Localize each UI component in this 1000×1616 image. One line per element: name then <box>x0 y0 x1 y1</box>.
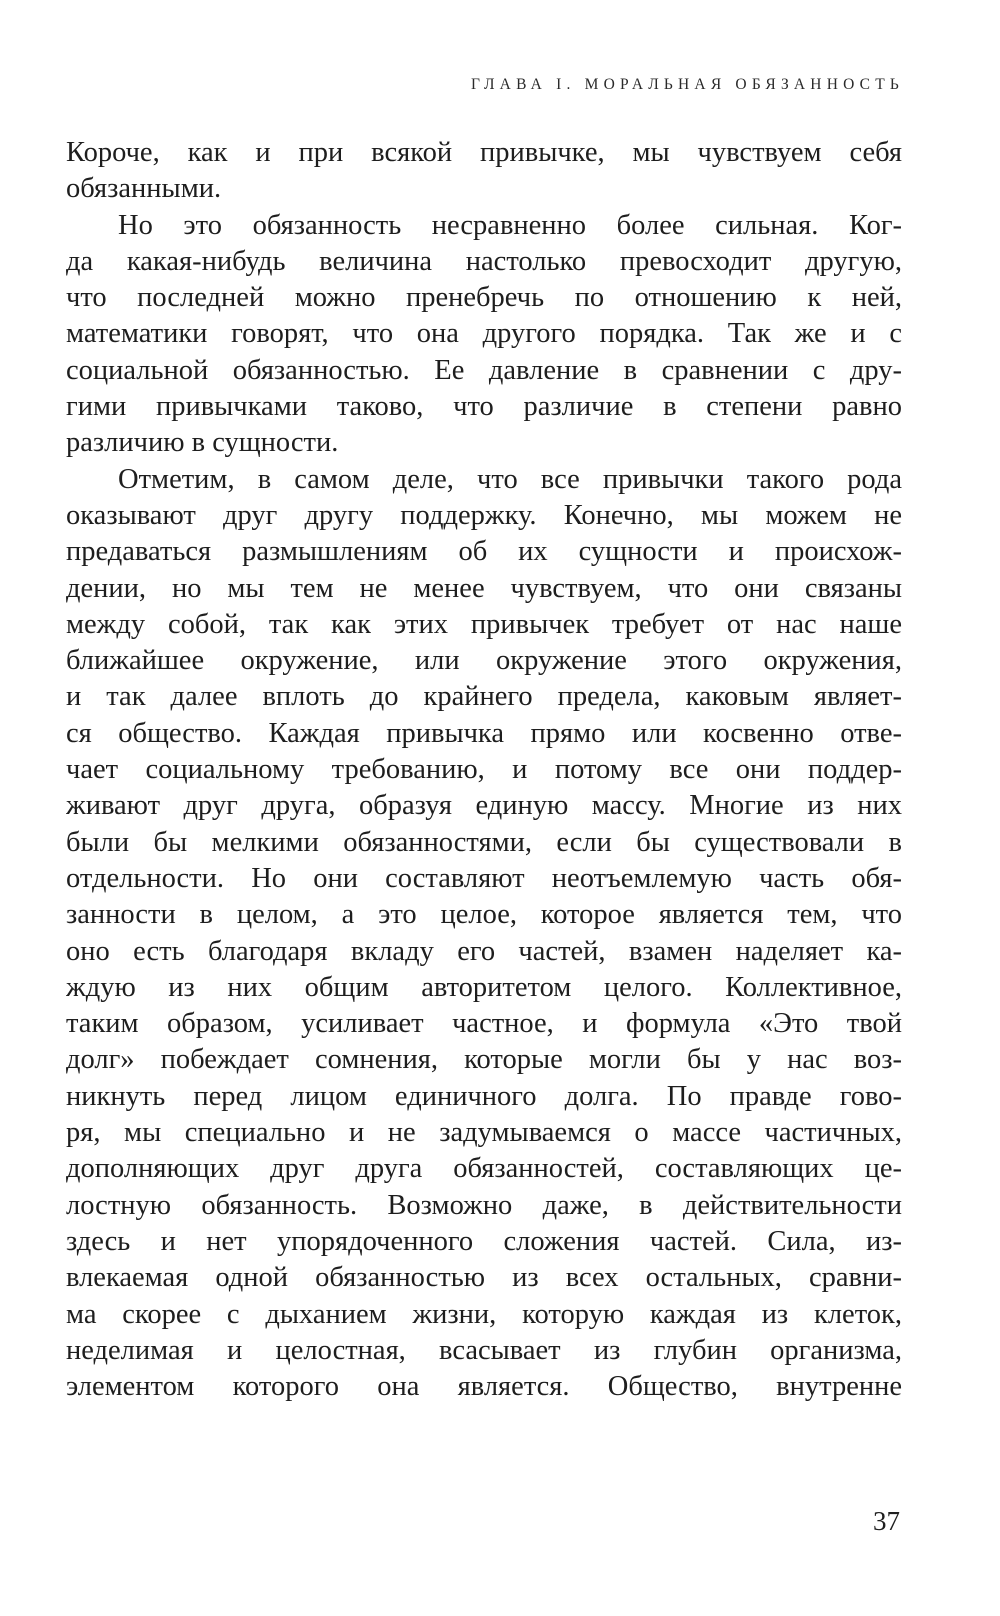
text-line: дополняющих друг друга обязанностей, составляющих це- <box>66 1153 902 1185</box>
text-line: Короче, как и при всякой привычке, мы чувствуем себя <box>66 137 902 168</box>
text-line: что последней можно пренебречь по отношению к ней, <box>66 282 902 314</box>
text-line: таким образом, усиливает частное, и формула «Это твой <box>66 1008 902 1040</box>
text-line: да какая-нибудь величина настолько превосходит другую, <box>66 245 902 277</box>
text-line: занности в целом, а это целое, которое является тем, что <box>66 899 902 931</box>
text-line: и так далее вплоть до крайнего предела, каковым являет- <box>66 681 902 713</box>
text-line: дении, но мы тем не менее чувствуем, что они связаны <box>66 572 902 604</box>
text-line: гими привычками таково, что различие в степени равно <box>66 391 902 423</box>
text-line: ря, мы специально и не задумываемся о массе частичных, <box>66 1117 902 1149</box>
text-line: Отметим, в самом деле, что все привычки такого рода <box>118 463 902 495</box>
page-number: 37 <box>873 1506 900 1536</box>
text-line: чает социальному требованию, и потому все они поддер- <box>66 754 902 786</box>
text-line: математики говорят, что она другого порядка. Так же и с <box>66 318 902 350</box>
text-line: различию в сущности. <box>66 427 339 459</box>
text-line: оно есть благодаря вкладу его частей, взамен наделяет ка- <box>66 935 902 967</box>
text-line: элементом которого она является. Общество, внутренне <box>66 1371 902 1403</box>
text-line: влекаемая одной обязанностью из всех остальных, сравни- <box>66 1262 902 1294</box>
text-line: между собой, так как этих привычек требует от нас наше <box>66 608 902 640</box>
text-line: ждую из них общим авторитетом целого. Коллективное, <box>66 971 902 1003</box>
text-line: долг» побеждает сомнения, которые могли бы у нас воз- <box>66 1044 902 1076</box>
text-line: Но это обязанность несравненно более сильная. Ког- <box>118 209 902 241</box>
text-line: социальной обязанностью. Ее давление в сравнении с дру- <box>66 354 902 386</box>
text-line: ближайшее окружение, или окружение этого окружения, <box>66 645 902 677</box>
text-line: отдельности. Но они составляют неотъемлемую часть обя- <box>66 862 902 894</box>
text-line: лостную обязанность. Возможно даже, в действительности <box>66 1189 902 1221</box>
text-line: предаваться размышлениям об их сущности и происхож- <box>66 536 902 568</box>
text-line: обязанными. <box>66 173 222 205</box>
body-text <box>66 135 902 1405</box>
text-line: ся общество. Каждая привычка прямо или косвенно отве- <box>66 717 902 749</box>
text-line: неделимая и целостная, всасывает из глубин организма, <box>66 1334 902 1366</box>
running-header: ГЛАВА I. МОРАЛЬНАЯ ОБЯЗАННОСТЬ <box>470 76 904 93</box>
text-line: ма скорее с дыханием жизни, которую каждая из клеток, <box>66 1298 902 1330</box>
text-line: никнуть перед лицом единичного долга. По правде гово- <box>66 1080 902 1112</box>
text-line: оказывают друг другу поддержку. Конечно, мы можем не <box>66 499 902 531</box>
text-line: живают друг друга, образуя единую массу. Многие из них <box>66 790 902 822</box>
text-line: были бы мелкими обязанностями, если бы существовали в <box>66 826 902 858</box>
text-line: здесь и нет упорядоченного сложения частей. Сила, из- <box>66 1225 902 1257</box>
